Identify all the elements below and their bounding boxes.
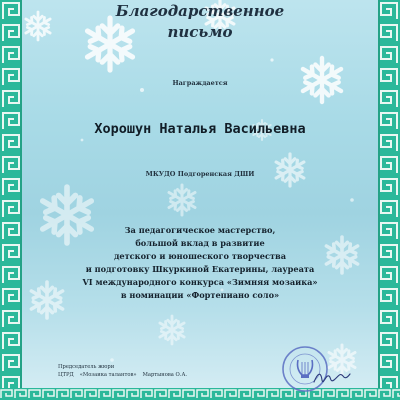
award-reason bbox=[32, 224, 368, 302]
reason-line: в номинации «Фортепиано соло» bbox=[120, 290, 280, 300]
certificate-title-line2: письмо bbox=[167, 23, 233, 41]
reason-line: детского и юношеского творчества bbox=[113, 251, 287, 261]
awarded-label: Награждается bbox=[172, 79, 228, 87]
signer-org-name: «Мозаика талантов» bbox=[79, 371, 137, 378]
greek-key-border-left bbox=[0, 0, 22, 400]
greek-key-border-bottom bbox=[0, 388, 400, 400]
signature-block bbox=[58, 364, 193, 379]
signer-name: Мартынова О.А. bbox=[142, 371, 188, 378]
signer-position-line2 bbox=[58, 372, 193, 380]
certificate-body bbox=[22, 0, 378, 388]
organization-name: МКУДО Подгоренская ДШИ bbox=[145, 170, 255, 178]
certificate-title-line1: Благодарственное bbox=[115, 2, 285, 20]
reason-line: За педагогическое мастерство, bbox=[124, 225, 276, 235]
reason-line: VI международного конкурса «Зимняя мозаика» bbox=[82, 277, 318, 287]
signer-org-abbrev: ЦТРД bbox=[58, 371, 74, 378]
reason-line: большой вклад в развитие bbox=[135, 238, 265, 248]
recipient-name: Хорошун Наталья Васильевна bbox=[94, 121, 306, 137]
signature-mark bbox=[312, 368, 352, 388]
reason-line: и подготовку Шкуркиной Екатерины, лауреата bbox=[85, 264, 315, 274]
certificate-text bbox=[22, 0, 378, 388]
signer-position-line1: Председатель жюри bbox=[58, 364, 115, 370]
greek-key-border-right bbox=[378, 0, 400, 400]
